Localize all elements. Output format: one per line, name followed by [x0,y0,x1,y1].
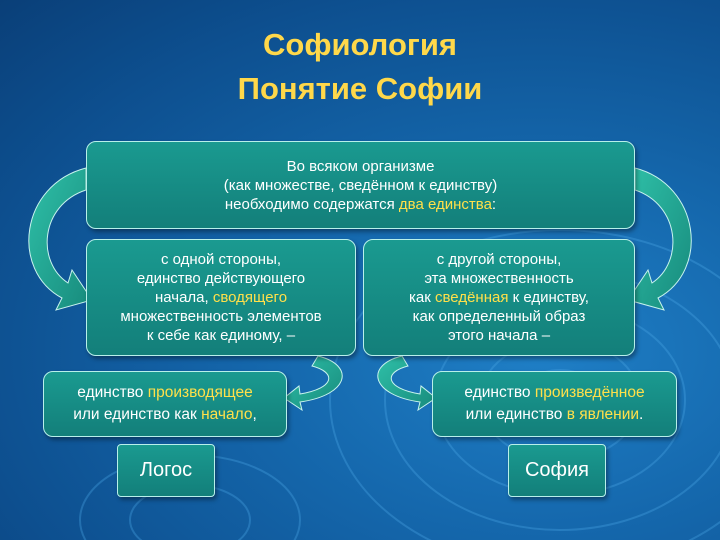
producing-unity-box: единство производящее или единство как начало, [43,371,287,437]
left-curved-arrow [29,168,92,310]
beginning-highlight: начало [201,406,253,423]
left-down-arrow [284,356,342,410]
manifestation-highlight: в явлении [566,406,640,423]
logos-label: Логос [139,459,193,481]
organism-box [86,141,635,229]
two-unities-highlight: два единства [398,195,492,213]
sofia-label: София [524,459,590,481]
multiplicity-box: с другой стороны, эта множественность как сведённая к единству, как определенный образ этого начала – [363,239,635,356]
right-curved-arrow [628,168,691,310]
right-down-arrow [378,356,436,410]
acting-principle-box: с одной стороны, единство действующего начала, сводящего множественность элементов к себе как единому, – [86,239,356,356]
logos-box [117,444,215,497]
produced-highlight: произведённое [534,384,645,401]
sofia-box [508,444,606,497]
producing-highlight: производящее [147,384,253,401]
slide-title: Софиология [263,27,457,62]
reducing-highlight: сводящего [212,289,288,306]
organism-line-1: Во всяком организме [286,157,435,175]
slide-subtitle: Понятие Софии [237,71,483,106]
reduced-highlight: сведённая [435,289,509,306]
produced-unity-box: единство произведённое или единство в явлении. [432,371,677,437]
organism-line-3: необходимо содержатся два единства: [224,195,497,213]
organism-line-2: (как множестве, сведённом к единству) [223,176,498,194]
